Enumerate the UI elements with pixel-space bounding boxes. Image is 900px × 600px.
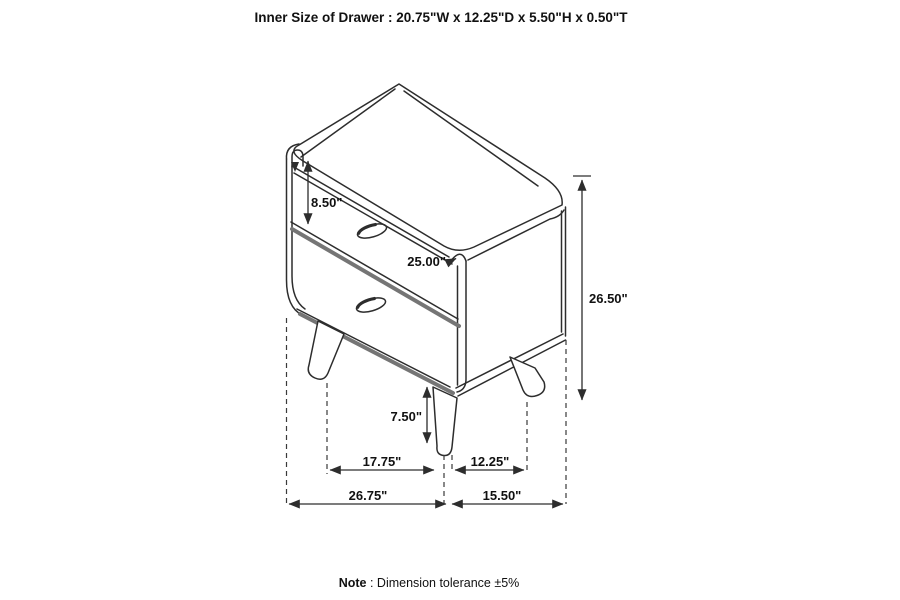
dim-label-front-leg-span: 17.75" — [362, 454, 402, 469]
dim-label-side-leg-span: 12.25" — [470, 454, 510, 469]
tolerance-note-label: Note — [338, 576, 367, 590]
dim-label-total-width: 26.75" — [348, 488, 388, 503]
dim-label-front-width: 25.00" — [407, 254, 446, 269]
drawing-title: Inner Size of Drawer : 20.75"W x 12.25"D x 5.50"H x 0.50"T — [254, 10, 628, 25]
dim-label-total-height: 26.50" — [589, 291, 628, 306]
front-right-leg — [433, 387, 457, 456]
tolerance-note-text: : Dimension tolerance ±5% — [366, 576, 520, 590]
dim-label-total-depth: 15.50" — [482, 488, 522, 503]
dim-label-drawer-height: 8.50" — [311, 195, 343, 210]
rear-right-leg — [510, 357, 545, 396]
nightstand-drawing — [286, 84, 565, 456]
dim-label-leg-height: 7.50" — [390, 409, 422, 424]
tolerance-note — [339, 576, 520, 590]
